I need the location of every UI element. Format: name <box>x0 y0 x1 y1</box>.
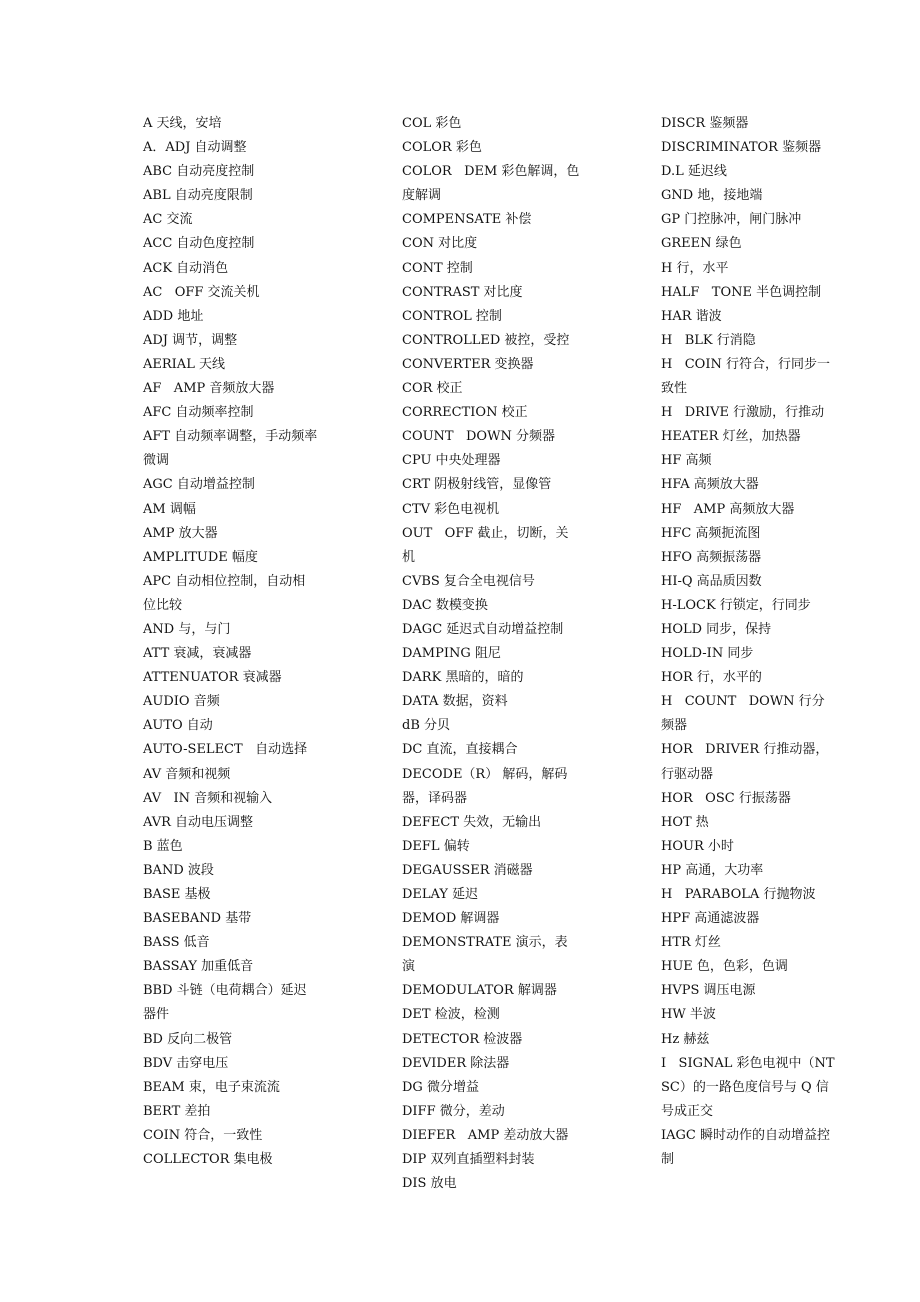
glossary-entry: DEFECT 失效，无输出 <box>402 814 542 830</box>
glossary-entry: AC OFF 交流关机 <box>143 284 260 300</box>
glossary-entry: DET 检波，检测 <box>402 1007 500 1023</box>
glossary-entry: HF 高频 <box>661 453 712 469</box>
glossary-entry: HVPS 调压电源 <box>661 983 756 999</box>
glossary-entry: COLLECTOR 集电极 <box>143 1152 273 1168</box>
glossary-entry: COR 校正 <box>402 381 463 397</box>
glossary-entry: ADD 地址 <box>143 308 204 324</box>
glossary-entry: AFC 自动频率控制 <box>143 405 254 421</box>
glossary-entry: DIP 双列直插塑料封装 <box>402 1152 535 1168</box>
glossary-entry: ABL 自动亮度限制 <box>143 188 253 204</box>
glossary-entry: COLOR 彩色 <box>402 140 482 156</box>
glossary-entry: DEVIDER 除法器 <box>402 1055 510 1071</box>
glossary-entry: AFT 自动频率调整，手动频率微调 <box>143 429 318 469</box>
glossary-entry: HOR 行，水平的 <box>661 670 762 686</box>
glossary-entry: BDV 击穿电压 <box>143 1055 229 1071</box>
glossary-entry: HUE 色，色彩，色调 <box>661 959 788 975</box>
glossary-entry: CRT 阴极射线管，显像管 <box>402 477 552 493</box>
glossary-column-1 <box>143 112 318 1172</box>
glossary-entry: CONT 控制 <box>402 260 473 276</box>
glossary-entry: A．ADJ 自动调整 <box>143 140 247 156</box>
glossary-entry: CORRECTION 校正 <box>402 405 528 421</box>
glossary-entry: DISCRIMINATOR 鉴频器 <box>661 140 822 156</box>
glossary-entry: CONVERTER 变换器 <box>402 356 534 372</box>
glossary-entry: dB 分贝 <box>402 718 451 734</box>
glossary-entry: AMPLITUDE 幅度 <box>143 549 258 565</box>
glossary-entry: ACC 自动色度控制 <box>143 236 255 252</box>
glossary-entry: H COUNT DOWN 行分频器 <box>661 694 825 734</box>
glossary-entry: DAMPING 阻尼 <box>402 646 501 662</box>
glossary-entry: DELAY 延迟 <box>402 887 479 902</box>
glossary-entry: BBD 斗链（电荷耦合）延迟器件 <box>143 983 307 1023</box>
glossary-entry: DECODE（R） 解码，解码器，译码器 <box>402 766 568 806</box>
glossary-entry: AUDIO 音频 <box>143 694 220 710</box>
glossary-entry: HI-Q 高品质因数 <box>661 573 762 589</box>
glossary-entry: HFC 高频扼流图 <box>661 525 761 541</box>
glossary-entry: GP 门控脉冲，闸门脉冲 <box>661 212 802 228</box>
glossary-entry: ATTENUATOR 衰减器 <box>143 670 282 686</box>
glossary-entry: GREEN 绿色 <box>661 236 742 252</box>
glossary-entry: HPF 高通滤波器 <box>661 911 760 927</box>
glossary-entry: HOR OSC 行振荡器 <box>661 790 791 806</box>
glossary-entry: AF AMP 音频放大器 <box>143 381 275 397</box>
glossary-column-3 <box>661 112 836 1172</box>
glossary-entry: COUNT DOWN 分频器 <box>402 429 555 445</box>
glossary-entry: DC 直流，直接耦合 <box>402 742 518 758</box>
glossary-entry: HF AMP 高频放大器 <box>661 501 795 517</box>
glossary-entry: DEFL 偏转 <box>402 838 470 854</box>
glossary-entry: HFA 高频放大器 <box>661 477 759 493</box>
glossary-column-2 <box>402 112 580 1196</box>
glossary-entry: HEATER 灯丝，加热器 <box>661 429 801 445</box>
glossary-entry: AM 调幅 <box>143 501 196 517</box>
glossary-entry: Hz 赫兹 <box>661 1031 710 1047</box>
glossary-entry: DEMONSTRATE 演示，表演 <box>402 935 568 975</box>
glossary-entry: HOT 热 <box>661 814 709 830</box>
glossary-entry: DARK 黑暗的，暗的 <box>402 670 524 686</box>
glossary-entry: DAC 数模变换 <box>402 597 488 613</box>
glossary-entry: H 行，水平 <box>661 260 729 276</box>
glossary-entry: H COIN 行符合，行同步一致性 <box>661 356 830 397</box>
glossary-entry: COMPENSATE 补偿 <box>402 212 532 228</box>
glossary-entry: BERT 差拍 <box>143 1103 211 1119</box>
glossary-entry: DETECTOR 检波器 <box>402 1031 523 1047</box>
glossary-entry: H PARABOLA 行抛物波 <box>661 887 816 902</box>
glossary-entry: CVBS 复合全电视信号 <box>402 573 535 589</box>
glossary-entry: AUTO 自动 <box>143 718 213 734</box>
glossary-entry: ADJ 调节，调整 <box>143 332 238 348</box>
glossary-entry: ATT 衰减，衰减器 <box>143 646 252 662</box>
glossary-entry: ACK 自动消色 <box>143 260 229 276</box>
glossary-entry: DEMODULATOR 解调器 <box>402 983 557 999</box>
glossary-entry: BASE 基极 <box>143 887 211 902</box>
glossary-entry: DISCR 鉴频器 <box>661 116 749 131</box>
glossary-entry: HP 高通，大功率 <box>661 862 764 878</box>
glossary-entry: AV IN 音频和视输入 <box>143 790 273 806</box>
glossary-entry: H BLK 行消隐 <box>661 332 756 348</box>
glossary-entry: COIN 符合，一致性 <box>143 1127 263 1143</box>
glossary-entry: A 天线，安培 <box>143 116 222 131</box>
glossary-entry: COLOR DEM 彩色解调，色度解调 <box>402 164 580 204</box>
glossary-entry: OUT OFF 截止，切断，关机 <box>402 525 569 565</box>
glossary-entry: ABC 自动亮度控制 <box>143 164 255 180</box>
glossary-entry: HOR DRIVER 行推动器，行驱动器 <box>661 742 829 782</box>
glossary-entry: HOUR 小时 <box>661 838 734 854</box>
glossary-entry: BASEBAND 基带 <box>143 911 252 927</box>
glossary-entry: AERIAL 天线 <box>143 356 225 372</box>
glossary-entry: DG 微分增益 <box>402 1079 479 1095</box>
glossary-entry: DIS 放电 <box>402 1176 457 1192</box>
glossary-entry: HW 半波 <box>661 1007 716 1023</box>
glossary-entry: CPU 中央处理器 <box>402 453 501 469</box>
glossary-entry: HOLD 同步，保持 <box>661 621 772 637</box>
glossary-entry: H-LOCK 行锁定，行同步 <box>661 597 811 613</box>
glossary-entry: HALF TONE 半色调控制 <box>661 284 822 300</box>
glossary-entry: HOLD-IN 同步 <box>661 646 754 662</box>
glossary-entry: CONTROLLED 被控，受控 <box>402 332 570 348</box>
glossary-entry: IAGC 瞬时动作的自动增益控制 <box>661 1127 830 1168</box>
glossary-entry: AUTO-SELECT 自动选择 <box>143 742 308 758</box>
glossary-entry: HTR 灯丝 <box>661 935 721 951</box>
glossary-entry: D.L 延迟线 <box>661 164 727 180</box>
glossary-entry: AC 交流 <box>143 212 193 228</box>
glossary-entry: DIEFER AMP 差动放大器 <box>402 1127 569 1143</box>
glossary-entry: AND 与，与门 <box>143 621 231 637</box>
glossary-entry: AV 音频和视频 <box>143 766 231 782</box>
glossary-entry: I SIGNAL 彩色电视中（NTSC）的一路色度信号与 Q 信号成正交 <box>661 1055 835 1119</box>
glossary-entry: COL 彩色 <box>402 116 462 131</box>
glossary-entry: HAR 谐波 <box>661 308 722 324</box>
glossary-entry: DEGAUSSER 消磁器 <box>402 862 533 878</box>
glossary-entry: DATA 数据，资料 <box>402 694 508 710</box>
glossary-entry: AGC 自动增益控制 <box>143 477 255 493</box>
glossary-entry: B 蓝色 <box>143 838 183 854</box>
glossary-entry: CONTROL 控制 <box>402 308 502 324</box>
glossary-entry: DIFF 微分，差动 <box>402 1103 505 1119</box>
glossary-entry: AMP 放大器 <box>143 525 218 541</box>
glossary-entry: APC 自动相位控制，自动相位比较 <box>143 573 306 613</box>
glossary-entry: AVR 自动电压调整 <box>143 814 254 830</box>
glossary-entry: BASSAY 加重低音 <box>143 959 254 975</box>
glossary-entry: GND 地，接地端 <box>661 188 763 204</box>
glossary-entry: H DRIVE 行激励，行推动 <box>661 405 825 421</box>
glossary-entry: DAGC 延迟式自动增益控制 <box>402 621 564 637</box>
glossary-entry: CONTRAST 对比度 <box>402 284 523 300</box>
glossary-entry: CTV 彩色电视机 <box>402 501 500 517</box>
glossary-entry: BASS 低音 <box>143 935 210 951</box>
glossary-entry: HFO 高频振荡器 <box>661 549 762 565</box>
glossary-entry: BAND 波段 <box>143 862 214 878</box>
glossary-entry: BD 反向二极管 <box>143 1031 233 1047</box>
glossary-entry: BEAM 束，电子束流流 <box>143 1079 280 1095</box>
glossary-entry: CON 对比度 <box>402 236 478 252</box>
glossary-entry: DEMOD 解调器 <box>402 911 500 927</box>
